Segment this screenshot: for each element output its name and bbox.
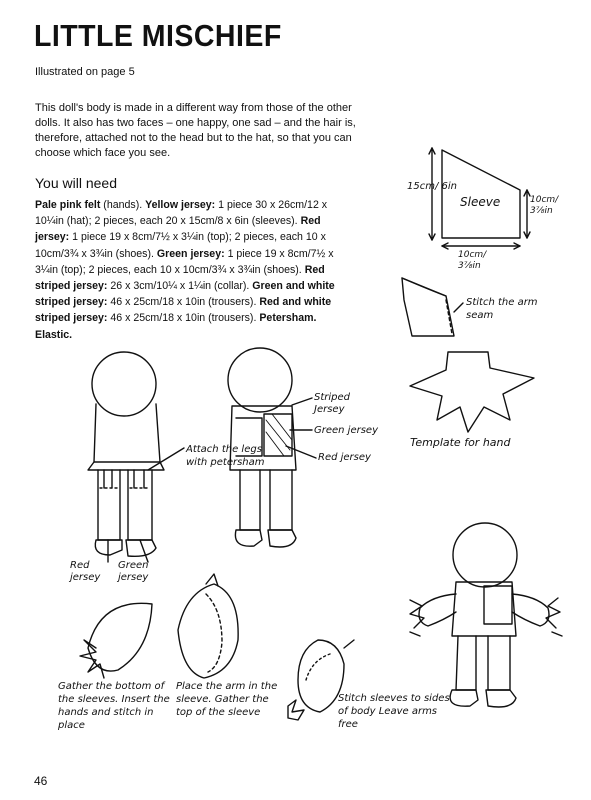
- material-name: Green jersey:: [156, 247, 225, 260]
- material-name: Red striped jersey:: [35, 263, 325, 293]
- page-number: 46: [34, 774, 48, 788]
- sleeve-width-label: 10cm/ 3⅞in: [530, 195, 559, 216]
- material-text: 46 x 25cm/18 x 10in (trousers).: [107, 312, 260, 325]
- template-hand-label: Template for hand: [410, 436, 511, 449]
- material-name: Pale pink felt: [35, 199, 101, 211]
- attach-legs-label: Attach the legs with petersham: [186, 444, 265, 468]
- material-text: 1 piece 19 x 8cm/7½ x 3¼in (top); 2 pieces, each 10 x 10cm/3¾ x 3¾in (shoes).: [35, 231, 326, 260]
- stitch-sleeves-label: Stitch sleeves to sides of body Leave arms free: [338, 693, 450, 730]
- red-jersey-label: Red jersey: [318, 452, 371, 463]
- material-text: 1 piece 30 x 26cm/12 x 10¼in (hat); 2 pieces, each 20 x 15cm/8 x 6in (sleeves).: [35, 199, 328, 228]
- intro-paragraph: This doll's body is made in a different way from those of the other dolls. It also has two faces – one happy, one sad – and the hair is, therefore, attached not to the head but to the hat, so that you can choose which face you see.: [35, 102, 356, 159]
- material-text: 46 x 25cm/18 x 10in (trousers).: [107, 296, 260, 309]
- doll-assembled-diagram: [410, 523, 562, 707]
- material-text: (hands).: [100, 199, 146, 211]
- material-text: 26 x 3cm/10¼ x 1¼in (collar).: [107, 280, 253, 293]
- page-title: LITTLE MISCHIEF: [34, 18, 282, 53]
- material-name: Yellow jersey:: [145, 199, 216, 211]
- sleeve-gather-diagram: [80, 603, 152, 678]
- doll-body-diagram-1: [88, 352, 184, 556]
- subtitle: Illustrated on page 5: [35, 66, 135, 78]
- sleeve-height-label: 15cm/ 6in: [407, 181, 457, 192]
- green-jersey-leg-label: Green jersey: [118, 560, 149, 583]
- material-name: Petersham. Elastic.: [35, 312, 317, 341]
- green-jersey-label: Green jersey: [314, 425, 379, 436]
- place-arm-diagram: [178, 574, 238, 678]
- striped-jersey-label: Striped Jersey: [314, 392, 351, 415]
- stitch-arm-seam-label: Stitch the arm seam: [466, 297, 538, 321]
- material-name: Green and white striped jersey:: [35, 280, 335, 309]
- you-will-need-heading: You will need: [35, 175, 117, 191]
- sleeve-bottom-label: 10cm/ 3⅞in: [458, 250, 487, 271]
- place-arm-label: Place the arm in the sleeve. Gather the top of the sleeve: [176, 681, 278, 718]
- material-name: Red and white striped jersey:: [35, 296, 332, 325]
- hand-template-diagram: [410, 352, 534, 432]
- material-name: Red jersey:: [35, 215, 321, 244]
- sleeve-label: Sleeve: [460, 195, 501, 209]
- gather-sleeves-label: Gather the bottom of the sleeves. Insert the hands and stitch in place: [58, 681, 170, 731]
- folded-sleeve-diagram: [402, 278, 463, 336]
- material-text: 1 piece 19 x 8cm/7½ x 3¼in (top); 2 pieces, each 10 x 10cm/3¾ x 3¾in (shoes).: [35, 247, 334, 276]
- red-jersey-leg-label: Red jersey: [70, 560, 101, 583]
